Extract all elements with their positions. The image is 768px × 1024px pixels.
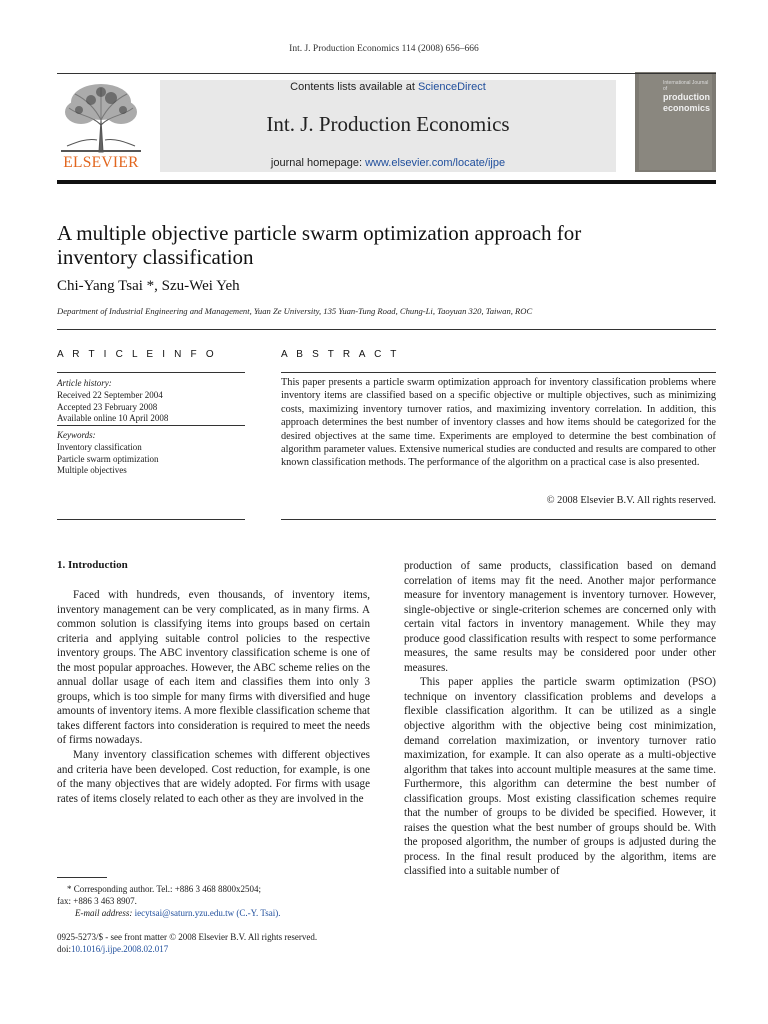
history-accepted: Accepted 23 February 2008 xyxy=(57,401,158,412)
left-column xyxy=(57,588,370,806)
abstract-text: This paper presents a particle swarm optimization approach for inventory classification problems where inventory items are classified based on a specific objective or multiple objectives, such as minimizing costs, maximizing inventory turnover ratios, and maximizing inventory correlation. In addition, this approach determines the best number of inventory classes and how items should be categorized for the desired objectives at the same time. Experiments are employed to determine the best combination of algorithm parameter values. Extensive numerical studies are conducted and results are compared to other known classification methods. The performance of the algorithm on a practical case is also presented. xyxy=(281,377,716,469)
keywords-label: Keywords: xyxy=(57,430,96,440)
cover-text xyxy=(663,80,713,114)
history-online: Available online 10 April 2008 xyxy=(57,413,169,424)
article-info xyxy=(57,378,245,425)
journal-title: Int. J. Production Economics xyxy=(266,112,510,136)
article-info-heading: A R T I C L E I N F O xyxy=(57,349,217,360)
footnote xyxy=(57,883,370,919)
journal-homepage-link[interactable]: www.elsevier.com/locate/ijpe xyxy=(365,157,506,169)
footnote-rule xyxy=(57,877,107,878)
keyword-item: Inventory classification xyxy=(57,441,142,452)
contents-line xyxy=(160,81,616,93)
article-authors: Chi-Yang Tsai *, Szu-Wei Yeh xyxy=(57,278,240,294)
article-info-rule-top xyxy=(57,372,245,373)
abstract-rule-bottom xyxy=(281,519,716,520)
keywords xyxy=(57,430,245,477)
footnote-email-line xyxy=(57,907,370,919)
keyword-item: Multiple objectives xyxy=(57,465,127,476)
body-paragraph: production of same products, classification based on demand correlation of items may fit the need. Another major performance measure for inventory management is inventory turnover. However, single-objective or single-criterion schemes are concerned only with certain vital factors in inventory management. While they may produce good classification results with respect to some performance measures, the same results may be considered poor under other measures. xyxy=(404,560,716,674)
cover-panel xyxy=(639,74,712,170)
contents-prefix: Contents lists available at xyxy=(290,81,418,93)
publisher-name: ELSEVIER xyxy=(63,154,139,171)
sciencedirect-link[interactable]: ScienceDirect xyxy=(417,81,486,93)
homepage-line xyxy=(160,157,616,169)
article-affiliation: Department of Industrial Engineering and Management, Yuan Ze University, 135 Yuan-Tung Road, Chung-Li, Taoyuan 320, Taiwan, ROC xyxy=(57,306,533,316)
footnote-email-link[interactable]: iecytsai@saturn.yzu.edu.tw (C.-Y. Tsai). xyxy=(134,908,281,918)
section-heading: 1. Introduction xyxy=(57,559,128,571)
abstract-copyright: © 2008 Elsevier B.V. All rights reserved. xyxy=(546,495,716,506)
doi-link[interactable]: 10.1016/j.ijpe.2008.02.017 xyxy=(71,944,169,954)
abstract-heading: A B S T R A C T xyxy=(281,349,400,360)
elsevier-tree-icon xyxy=(61,80,141,154)
article-info-rule-bottom xyxy=(57,519,245,520)
abstract-rule-top xyxy=(281,372,716,373)
footnote-corresponding: * Corresponding author. Tel.: +886 3 468 8800x2504; xyxy=(67,884,262,894)
body-paragraph: Many inventory classification schemes with different objectives and criteria have been developed. Cost reduction, for example, is one of the many objectives that are widely adopted. For firms with usage rates of items closely related to each other as they are involved in the xyxy=(57,749,370,805)
history-label: Article history: xyxy=(57,378,112,388)
right-column xyxy=(404,559,716,879)
body-paragraph: Faced with hundreds, even thousands, of inventory items, inventory management can be very complicated, as in many firms. A common solution is classifying items into groups based on certain criteria and applying suitable control policies to the respective inventory groups. The ABC inventory classification scheme is one of the most popular approaches. However, the ABC scheme relies on the annual dollar usage of each item and classifies them into only 3 groups, which is too simple for many firms with diversified and huge amounts of inventory items. A more flexible classification scheme that takes different factors into consideration is required to meet the needs of firms nowadays. xyxy=(57,589,371,747)
elsevier-logo xyxy=(57,80,145,172)
journal-masthead xyxy=(160,80,616,172)
body-paragraph: This paper applies the particle swarm optimization (PSO) technique on inventory classification problems and develops a flexible classification algorithm. It can be utilized as a single objective algorithm with the objective being cost minimization, demand correlation maximization, or inventory turnover ratio maximization, for example. It can also operate as a multi-objective algorithm that takes into account multiple measures at the same time. Furthermore, this algorithm can determine the best number of classification groups. Most existing classification schemes require that the number of groups to be divided be specified. However, it raises the question what the best number of groups should be. With the proposed algorithm, the number of groups is adjusted during the process. In the final result produced by the algorithm, items are classified into a suitable number of xyxy=(404,676,716,878)
footnote-email-label: E-mail address: xyxy=(75,908,135,918)
article-title: A multiple objective particle swarm optimization approach for inventory classification xyxy=(57,221,582,269)
history-received: Received 22 September 2004 xyxy=(57,389,163,400)
doi-line xyxy=(57,943,387,955)
journal-cover xyxy=(635,72,716,172)
article-info-rule-mid xyxy=(57,425,245,426)
doi-prefix: doi: xyxy=(57,944,72,954)
header-rule-bottom xyxy=(57,180,716,184)
front-matter xyxy=(57,931,387,955)
front-matter-line: 0925-5273/$ - see front matter © 2008 Elsevier B.V. All rights reserved. xyxy=(57,932,318,942)
running-header: Int. J. Production Economics 114 (2008) 656–666 xyxy=(289,44,479,54)
keyword-item: Particle swarm optimization xyxy=(57,453,159,464)
footnote-fax: fax: +886 3 463 8907. xyxy=(57,896,137,906)
cover-title: production economics xyxy=(663,92,711,113)
title-block-rule xyxy=(57,329,716,330)
header-rule-top xyxy=(57,73,716,74)
homepage-prefix: journal homepage: xyxy=(270,157,366,169)
cover-small-text: International Journal of xyxy=(663,80,709,92)
